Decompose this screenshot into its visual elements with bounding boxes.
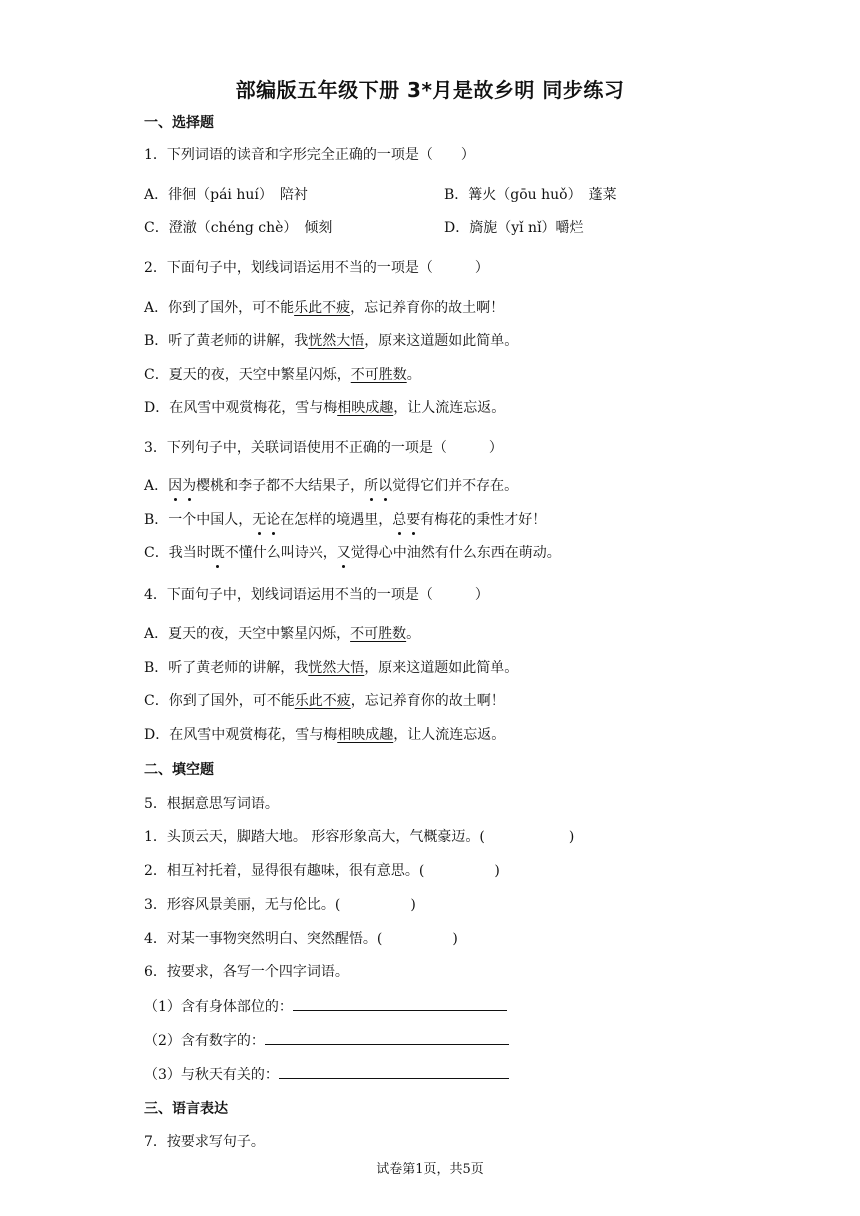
question-6-item-1	[144, 996, 507, 1017]
answer-blank[interactable]	[293, 996, 507, 1011]
question-5-item-1[interactable]: 1．头顶云天，脚踏大地。 形容形象高大，气概豪迈。( )	[144, 829, 575, 845]
section-heading-expression: 三、语言表达	[144, 1101, 228, 1117]
underlined-word: 不可胜数	[350, 626, 407, 642]
dotted-char: 总	[392, 512, 407, 528]
page-title: 部编版五年级下册 3*月是故乡明 同步练习	[235, 78, 625, 102]
option-text: 。	[406, 626, 421, 642]
question-4-option-a	[144, 624, 420, 644]
question-3-stem: 3．下列句子中，关联词语使用不正确的一项是（ ）	[144, 440, 503, 456]
option-text: C．你到了国外，可不能	[144, 693, 295, 709]
option-text: B．听了黄老师的讲解，我	[144, 660, 309, 676]
option-text: 觉得它们并不存在。	[392, 478, 519, 494]
underlined-word: 乐此不疲	[294, 693, 351, 709]
option-text: C．夏天的夜，天空中繁星闪烁，	[144, 367, 351, 383]
dotted-char: 所	[364, 478, 379, 494]
question-4-stem: 4．下面句子中，划线词语运用不当的一项是（ ）	[144, 587, 489, 603]
option-text: 。	[406, 367, 421, 383]
option-text: ，原来这道题如此简单。	[364, 660, 519, 676]
option-text: ，忘记养育你的故土啊！	[350, 693, 505, 709]
question-2-option-a	[144, 298, 504, 318]
underlined-word: 恍然大悟	[308, 660, 365, 676]
dotted-char: 因	[168, 478, 183, 494]
question-1-option-a: A．徘徊（pái huí） 陪衬	[144, 187, 308, 203]
question-3-option-c	[144, 543, 561, 563]
option-text: 觉得心中油然有什么东西在萌动。	[350, 545, 561, 561]
option-text: B．一个中国人，	[144, 512, 253, 528]
option-text: 有梅花的秉性才好！	[420, 512, 547, 528]
question-1-stem: 1．下列词语的读音和字形完全正确的一项是（ ）	[144, 147, 475, 163]
option-text: ，原来这道题如此简单。	[364, 333, 519, 349]
item-label: （1）含有身体部位的：	[144, 999, 293, 1015]
question-5-item-3[interactable]: 3．形容风景美丽，无与伦比。( )	[144, 897, 416, 913]
question-6-item-3	[144, 1064, 509, 1085]
question-4-option-c	[144, 691, 505, 711]
question-5-stem: 5．根据意思写词语。	[144, 796, 279, 812]
dotted-char: 又	[336, 545, 351, 561]
question-1-option-b: B．篝火（gōu huǒ） 蓬菜	[444, 187, 617, 203]
item-label: （2）含有数字的：	[144, 1033, 265, 1049]
underlined-word: 恍然大悟	[308, 333, 365, 349]
question-5-item-4[interactable]: 4．对某一事物突然明白、突然醒悟。( )	[144, 931, 458, 947]
option-text: B．听了黄老师的讲解，我	[144, 333, 309, 349]
question-2-stem: 2．下面句子中，划线词语运用不当的一项是（ ）	[144, 260, 489, 276]
page-footer: 试卷第1页，共5页	[376, 1162, 484, 1177]
section-heading-fill: 二、填空题	[144, 762, 214, 778]
dotted-char: 论	[266, 512, 281, 528]
option-text: ，让人流连忘返。	[393, 727, 506, 743]
question-4-option-b	[144, 658, 518, 678]
option-text: 在怎样的境遇里，	[280, 512, 393, 528]
option-text: C．我当时	[144, 545, 211, 561]
question-3-option-a	[144, 476, 518, 496]
option-text: A．	[144, 478, 169, 494]
answer-blank[interactable]	[265, 1030, 509, 1045]
question-6-stem: 6．按要求，各写一个四字词语。	[144, 964, 349, 980]
dotted-char: 要	[406, 512, 421, 528]
question-2-option-d	[144, 398, 505, 418]
underlined-word: 乐此不疲	[294, 300, 351, 316]
question-4-option-d	[144, 725, 505, 745]
question-2-option-c	[144, 365, 421, 385]
question-7-stem: 7．按要求写句子。	[144, 1134, 265, 1150]
option-text: 樱桃和李子都不大结果子，	[196, 478, 365, 494]
underlined-word: 相映成趣	[337, 727, 394, 743]
option-text: ，忘记养育你的故土啊！	[350, 300, 505, 316]
option-text: D．在风雪中观赏梅花，雪与梅	[144, 400, 338, 416]
dotted-char: 既	[210, 545, 225, 561]
option-text: 不懂什么叫诗兴，	[224, 545, 337, 561]
question-6-item-2	[144, 1030, 509, 1051]
option-text: D．在风雪中观赏梅花，雪与梅	[144, 727, 338, 743]
dotted-char: 以	[378, 478, 393, 494]
option-text: ，让人流连忘返。	[393, 400, 506, 416]
dotted-char: 无	[252, 512, 267, 528]
answer-blank[interactable]	[279, 1064, 509, 1079]
dotted-char: 为	[182, 478, 197, 494]
question-5-item-2[interactable]: 2．相互衬托着，显得很有趣味，很有意思。( )	[144, 863, 500, 879]
underlined-word: 相映成趣	[337, 400, 394, 416]
option-text: A．夏天的夜，天空中繁星闪烁，	[144, 626, 351, 642]
question-2-option-b	[144, 331, 518, 351]
question-1-option-c: C．澄澈（chéng chè） 倾刻	[144, 220, 333, 236]
underlined-word: 不可胜数	[350, 367, 407, 383]
question-1-option-d: D．旖旎（yǐ nǐ）嚼烂	[444, 220, 584, 236]
section-heading-choice: 一、选择题	[144, 115, 214, 131]
item-label: （3）与秋天有关的：	[144, 1067, 279, 1083]
option-text: A．你到了国外，可不能	[144, 300, 295, 316]
question-3-option-b	[144, 510, 546, 530]
